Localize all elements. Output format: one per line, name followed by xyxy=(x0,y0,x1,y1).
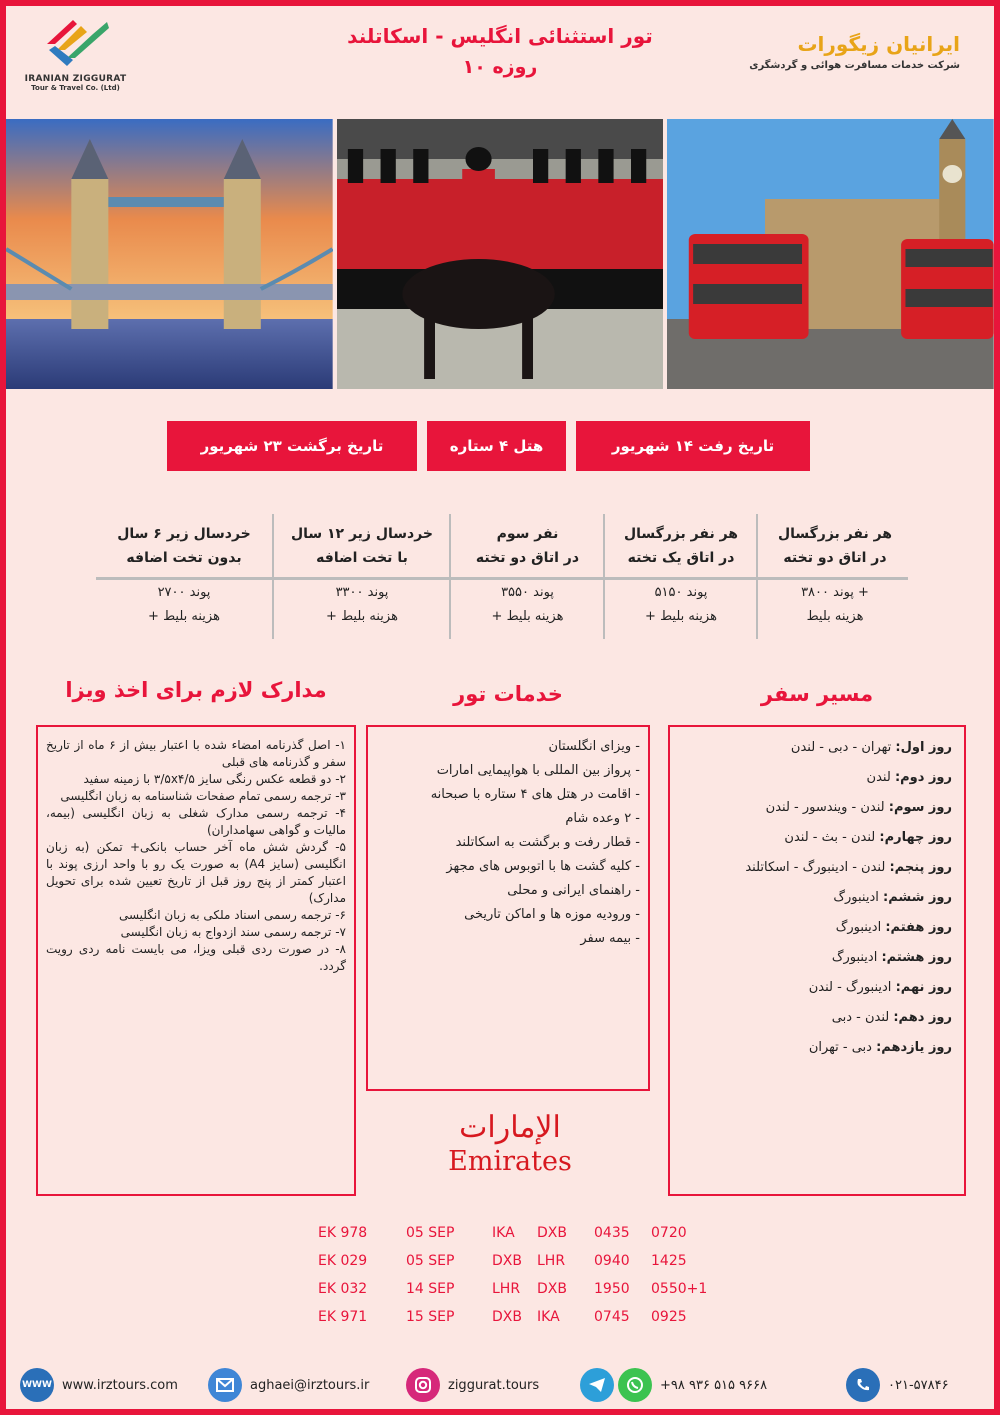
price-col-adult-single xyxy=(606,514,756,629)
price-header: خردسال زیر ۶ سال xyxy=(117,525,251,542)
route-day-label: روز ششم: xyxy=(883,890,952,905)
flight-origin: DXB xyxy=(492,1253,522,1269)
route-day xyxy=(670,1003,964,1033)
flight-row xyxy=(318,1309,738,1337)
route-day-label: روز دهم: xyxy=(893,1010,952,1025)
ziggurat-logo-icon xyxy=(37,14,115,72)
flight-destination: DXB xyxy=(537,1225,567,1241)
route-panel xyxy=(668,725,966,1196)
price-value: ۵۱۵۰ پوند xyxy=(654,585,708,600)
whatsapp-icon xyxy=(618,1368,652,1402)
email-link[interactable] xyxy=(208,1368,369,1402)
flight-date: 05 SEP xyxy=(406,1225,455,1241)
price-col-divider xyxy=(603,514,605,639)
flight-number: EK 029 xyxy=(318,1253,368,1269)
route-day-text: ادینبورگ xyxy=(831,950,878,965)
brand-block xyxy=(749,32,960,71)
instagram-link[interactable] xyxy=(406,1368,539,1402)
flight-origin: DXB xyxy=(492,1309,522,1325)
flight-date: 05 SEP xyxy=(406,1253,455,1269)
phone-icon xyxy=(846,1368,880,1402)
tower-bridge-photo xyxy=(6,119,333,389)
route-day-text: ادینبورگ xyxy=(833,890,879,905)
flight-date: 14 SEP xyxy=(406,1281,455,1297)
service-item: - ویزای انگلستان xyxy=(548,739,640,754)
route-day-label: روز هفتم: xyxy=(885,920,952,935)
route-day xyxy=(670,733,964,763)
route-day-label: روز پنجم: xyxy=(889,860,952,875)
route-day-label: روز هشتم: xyxy=(881,950,952,965)
route-day-label: روز سوم: xyxy=(888,800,952,815)
flight-number: EK 032 xyxy=(318,1281,368,1297)
phone-link[interactable] xyxy=(846,1368,949,1402)
flight-origin: IKA xyxy=(492,1225,515,1241)
route-day xyxy=(670,943,964,973)
london-bus-photo xyxy=(667,119,994,389)
document-item: ۲- دو قطعه عکس رنگی سایز ۳/۵x۴/۵ با زمینه سفید xyxy=(83,772,346,786)
document-item: ۶- ترجمه رسمی اسناد ملکی به زبان انگلیسی xyxy=(118,908,346,922)
price-header: بدون تخت اضافه xyxy=(126,549,242,566)
service-item: - ورودیه موزه ها و اماکن تاریخی xyxy=(464,907,640,922)
route-day-label: روز نهم: xyxy=(895,980,952,995)
document-item: ۷- ترجمه رسمی سند ازدواج به زبان انگلیسی xyxy=(120,925,346,939)
document-item: ۳- ترجمه رسمی تمام صفحات شناسنامه به زبان انگلیسی xyxy=(60,789,346,803)
flight-destination: IKA xyxy=(537,1309,560,1325)
instagram-icon xyxy=(406,1368,440,1402)
route-day xyxy=(670,763,964,793)
price-note: + هزینه بلیط xyxy=(645,609,717,624)
route-day-text: ادینبورگ - لندن xyxy=(808,980,892,995)
price-header: نفر سوم xyxy=(496,525,559,542)
emirates-name: Emirates xyxy=(448,1146,572,1177)
route-day-label: روز اول: xyxy=(895,740,952,755)
price-note: + هزینه بلیط xyxy=(148,609,220,624)
price-col-child-6 xyxy=(96,514,272,629)
instagram-text: ziggurat.tours xyxy=(448,1377,540,1393)
route-day xyxy=(670,793,964,823)
flight-arrival: 0925 xyxy=(651,1309,687,1325)
price-header: هر نفر بزرگسال xyxy=(777,525,893,542)
brand-name: ایرانیان زیگورات xyxy=(797,32,960,56)
documents-title: مدارک لازم برای اخذ ویزا xyxy=(65,678,327,702)
route-day-text: ادینبورگ xyxy=(835,920,882,935)
brand-subtitle: شرکت خدمات مسافرت هوائی و گردشگری xyxy=(749,60,960,71)
flight-arrival: 0720 xyxy=(651,1225,687,1241)
photo-strip xyxy=(6,119,994,389)
contact-footer xyxy=(0,1368,1000,1408)
route-day-text: لندن xyxy=(866,770,891,785)
flight-row xyxy=(318,1253,738,1281)
royal-guard-photo xyxy=(337,119,664,389)
price-header: در اتاق یک تخته xyxy=(627,549,735,566)
service-item: - ۲ وعده شام xyxy=(565,811,640,826)
route-day-label: روز یازدهم: xyxy=(876,1040,952,1055)
service-item: - راهنمای ایرانی و محلی xyxy=(507,883,640,898)
service-item: - پرواز بین المللی با هواپیمایی امارات xyxy=(436,763,640,778)
flight-destination: DXB xyxy=(537,1281,567,1297)
flight-departure: 0435 xyxy=(594,1225,630,1241)
logo-text-sub: Tour & Travel Co. (Ltd) xyxy=(31,84,120,92)
document-item: ۵- گردش شش ماه آخر حساب بانکی+ تمکن (به زبان انگلیسی (سایز A4) به صورت یک رو با واحد ارزی پوند با اعتبار کمتر از پنج روز قبل از تاریخ تعیین شده برای تحویل مدارک) xyxy=(46,840,346,905)
route-day xyxy=(670,853,964,883)
departure-date-box: تاریخ رفت ۱۴ شهریور xyxy=(576,421,810,471)
flight-destination: LHR xyxy=(537,1253,566,1269)
route-title: مسیر سفر xyxy=(760,682,874,706)
price-col-adult-double xyxy=(762,514,908,629)
flight-number: EK 971 xyxy=(318,1309,368,1325)
flight-origin: LHR xyxy=(492,1281,521,1297)
emirates-logo xyxy=(445,1106,575,1177)
route-day-text: لندن - دبی xyxy=(831,1010,890,1025)
route-day-text: تهران - دبی - لندن xyxy=(790,740,892,755)
flight-date: 15 SEP xyxy=(406,1309,455,1325)
document-item: ۱- اصل گذرنامه امضاء شده با اعتبار بیش از ۶ ماه از تاریخ سفر و گذرنامه های قبلی xyxy=(46,738,346,769)
flight-arrival: 1425 xyxy=(651,1253,687,1269)
route-day-label: روز چهارم: xyxy=(879,830,952,845)
phone-text: ۰۲۱-۵۷۸۴۶ xyxy=(888,1377,949,1393)
globe-icon: WWW xyxy=(20,1368,54,1402)
price-header: هر نفر بزرگسال xyxy=(623,525,739,542)
flight-departure: 0940 xyxy=(594,1253,630,1269)
service-item: - اقامت در هتل های ۴ ستاره با صبحانه xyxy=(430,787,640,802)
mobile-link[interactable] xyxy=(580,1368,767,1402)
price-col-divider xyxy=(272,514,274,639)
route-day-text: لندن - ویندسور - لندن xyxy=(765,800,885,815)
price-note: + هزینه بلیط xyxy=(491,609,564,624)
service-item: - کلیه گشت ها با اتوبوس های مجهز xyxy=(446,859,640,874)
emirates-arabic-logo: الإمارات xyxy=(459,1110,561,1145)
price-col-divider xyxy=(449,514,451,639)
price-header: در اتاق دو تخته xyxy=(475,549,580,566)
price-note: هزینه بلیط xyxy=(806,609,864,624)
email-icon xyxy=(208,1368,242,1402)
document-item: ۸- در صورت ردی قبلی ویزا، می بایست نامه ردی رویت گردد. xyxy=(46,942,346,973)
route-day-label: روز دوم: xyxy=(894,770,952,785)
service-item: - قطار رفت و برگشت به اسکاتلند xyxy=(455,835,640,850)
price-value: ۲۷۰۰ پوند xyxy=(157,585,211,600)
services-panel xyxy=(366,725,650,1091)
route-day-text: لندن - بث - لندن xyxy=(784,830,876,845)
route-day xyxy=(670,913,964,943)
service-item: - بیمه سفر xyxy=(580,931,640,946)
services-title: خدمات تور xyxy=(453,682,563,706)
logo-text-main: IRANIAN ZIGGURAT xyxy=(24,74,127,84)
route-day-text: لندن - ادینبورگ - اسکاتلند xyxy=(745,860,886,875)
tour-title xyxy=(300,24,700,78)
price-col-child-12 xyxy=(275,514,449,629)
route-day-text: دبی - تهران xyxy=(808,1040,872,1055)
price-value: ۳۵۵۰ پوند xyxy=(501,585,554,600)
telegram-icon xyxy=(580,1368,614,1402)
flight-departure: 0745 xyxy=(594,1309,630,1325)
flight-arrival: 0550+1 xyxy=(651,1281,708,1297)
price-header: با تخت اضافه xyxy=(316,549,408,566)
document-item: ۴- ترجمه رسمی مدارک شغلی به زبان انگلیسی (بیمه، مالیات و گواهی سهامداران) xyxy=(46,806,346,837)
tour-duration: ۱۰ روزه xyxy=(462,56,538,78)
flight-number: EK 978 xyxy=(318,1225,368,1241)
return-date-box: تاریخ برگشت ۲۳ شهریور xyxy=(167,421,417,471)
website-text: www.irztours.com xyxy=(62,1377,178,1393)
email-text: aghaei@irztours.ir xyxy=(250,1377,370,1393)
mobile-text: +۹۸ ۹۳۶ ۵۱۵ ۹۶۶۸ xyxy=(660,1377,768,1393)
flight-departure: 1950 xyxy=(594,1281,630,1297)
flight-schedule xyxy=(318,1225,738,1337)
price-header: در اتاق دو تخته xyxy=(783,549,887,566)
route-day xyxy=(670,823,964,853)
price-col-third-person xyxy=(452,514,603,629)
price-header: خردسال زیر ۱۲ سال xyxy=(290,525,434,542)
company-logo xyxy=(18,14,133,109)
hotel-box: هتل ۴ ستاره xyxy=(427,421,566,471)
documents-panel xyxy=(36,725,356,1196)
route-day xyxy=(670,973,964,1003)
route-day xyxy=(670,1033,964,1063)
tour-title-main: تور استثنائی انگلیس - اسکاتلند xyxy=(347,24,653,48)
price-col-divider xyxy=(756,514,758,639)
flight-row xyxy=(318,1281,738,1309)
price-value: ۳۸۰۰ پوند + xyxy=(801,585,869,600)
route-day xyxy=(670,883,964,913)
flight-row xyxy=(318,1225,738,1253)
price-value: ۳۳۰۰ پوند xyxy=(335,585,389,600)
price-note: + هزینه بلیط xyxy=(326,609,398,624)
website-link[interactable] xyxy=(20,1368,178,1402)
